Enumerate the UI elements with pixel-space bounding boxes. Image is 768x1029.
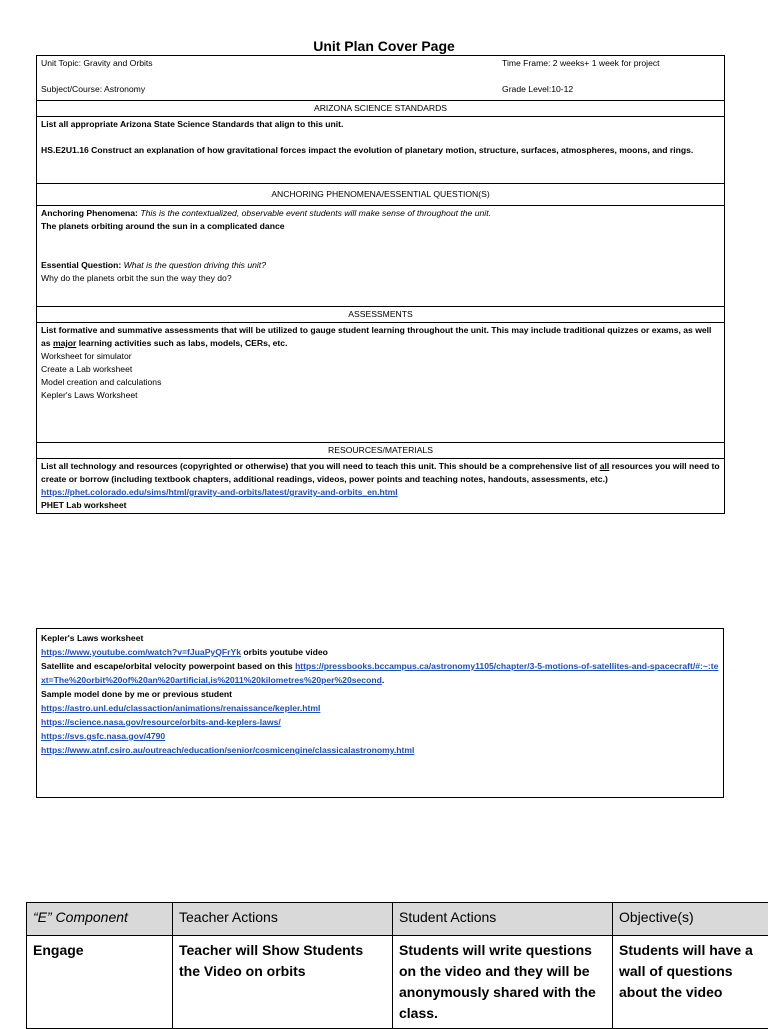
standards-cell [37, 117, 725, 184]
e-component-table [26, 902, 768, 1029]
resource-link[interactable]: https://science.nasa.gov/resource/orbits-and-keplers-laws/ [41, 717, 281, 727]
cover-table [36, 55, 725, 514]
phenomena-cell [37, 206, 725, 307]
header-e-component: “E” Component [27, 903, 173, 936]
teacher-action-cell: Teacher will Show Students the Video on orbits [173, 936, 393, 1029]
eq-text: Why do the planets orbit the sun the way they do? [41, 272, 720, 285]
subject-course: Subject/Course: Astronomy [41, 83, 145, 96]
eq-desc: What is the question driving this unit? [124, 260, 266, 270]
student-action-cell: Students will write questions on the video and they will be anonymously shared with the class. [393, 936, 613, 1029]
assessments-heading: ASSESSMENTS [37, 307, 725, 323]
resource-link[interactable]: https://astro.unl.edu/classaction/animations/renaissance/kepler.html [41, 703, 320, 713]
standards-text: HS.E2U1.16 Construct an explanation of how gravitational forces impact the evolution of planetary motion, structure, surfaces, atmospheres, moons, and rings. [41, 144, 720, 157]
table-row [27, 936, 768, 1029]
eq-label: Essential Question: [41, 260, 121, 270]
grade-level: Grade Level:10-12 [502, 83, 720, 96]
standards-heading: ARIZONA SCIENCE STANDARDS [37, 101, 725, 117]
objective-cell: Students will have a wall of questions about the video [613, 936, 768, 1029]
youtube-link[interactable]: https://www.youtube.com/watch?v=fJuaPyQFrYk [41, 647, 241, 657]
additional-resources-box: Kepler's Laws worksheet https://www.youtube.com/watch?v=fJuaPyQFrYk orbits youtube video Satellite and escape/orbital velocity powerpoint based on this https://pressbooks.bccampus.ca/astronomy1105/chapter/3-5-motions-of-satellites-and-spacecraft/#:~:text=The%20orbit%20of%20an%20artificial,is%2011%20kilometres%20per%20second. Sample model done by me or previous student https://astro.unl.edu/classaction/animations/renaissance/kepler.html https://science.nasa.gov/resource/orbits-and-keplers-laws/ https://svs.gsfc.nasa.gov/4790 https://www.atnf.csiro.au/outreach/education/senior/cosmicengine/classicalastronomy.html [36, 628, 724, 798]
header-row [37, 56, 725, 101]
anchor-text: The planets orbiting around the sun in a complicated dance [41, 220, 720, 233]
assessments-cell [37, 323, 725, 443]
resource-link[interactable]: https://www.atnf.csiro.au/outreach/education/senior/cosmicengine/classicalastronomy.html [41, 745, 414, 755]
phet-lab: PHET Lab worksheet [41, 499, 720, 512]
resource-link[interactable]: https://svs.gsfc.nasa.gov/4790 [41, 731, 165, 741]
sample-model: Sample model done by me or previous student [41, 687, 719, 701]
assessments-prompt: List formative and summative assessments that will be utilized to gauge student learning throughout the unit. This may include traditional quizzes or exams, as well as major learning activities such as labs, models, CERs, etc. [41, 324, 720, 350]
e-table-header [27, 903, 768, 936]
header-student-actions: Student Actions [393, 903, 613, 936]
engage-cell: Engage [27, 936, 173, 1029]
anchor-desc: This is the contextualized, observable event students will make sense of throughout the unit. [140, 208, 491, 218]
header-teacher-actions: Teacher Actions [173, 903, 393, 936]
phenomena-heading: ANCHORING PHENOMENA/ESSENTIAL QUESTION(S) [37, 184, 725, 206]
assessment-item: Worksheet for simulator [41, 350, 720, 363]
phet-link[interactable]: https://phet.colorado.edu/sims/html/gravity-and-orbits/latest/gravity-and-orbits_en.html [41, 487, 398, 497]
header-objectives: Objective(s) [613, 903, 768, 936]
assessment-item: Create a Lab worksheet [41, 363, 720, 376]
standards-prompt: List all appropriate Arizona State Science Standards that align to this unit. [41, 118, 720, 131]
resources-heading: RESOURCES/MATERIALS [37, 443, 725, 459]
anchor-label: Anchoring Phenomena: [41, 208, 138, 218]
unit-topic: Unit Topic: Gravity and Orbits [41, 57, 153, 70]
resources-prompt: List all technology and resources (copyrighted or otherwise) that you will need to teach this unit. This should be a comprehensive list of all resources you will need to create or borrow (including textbook chapters, additional readings, videos, power points and teaching notes, handouts, assessments, etc.) [41, 460, 720, 486]
kepler-worksheet: Kepler's Laws worksheet [41, 631, 719, 645]
pressbooks-link[interactable]: https://pressbooks.bccampus.ca/astronomy1105/chapter/3-5-motions-of-satellites-and-spacecraft/#:~:text=The%20orbit%20of%20an%20artificial,is%2011%20kilometres%20per%20second [41, 661, 718, 685]
page-title: Unit Plan Cover Page [0, 38, 768, 54]
assessment-item: Kepler's Laws Worksheet [41, 389, 720, 402]
assessment-item: Model creation and calculations [41, 376, 720, 389]
resources-cell [37, 459, 725, 514]
time-frame: Time Frame: 2 weeks+ 1 week for project [502, 57, 720, 70]
